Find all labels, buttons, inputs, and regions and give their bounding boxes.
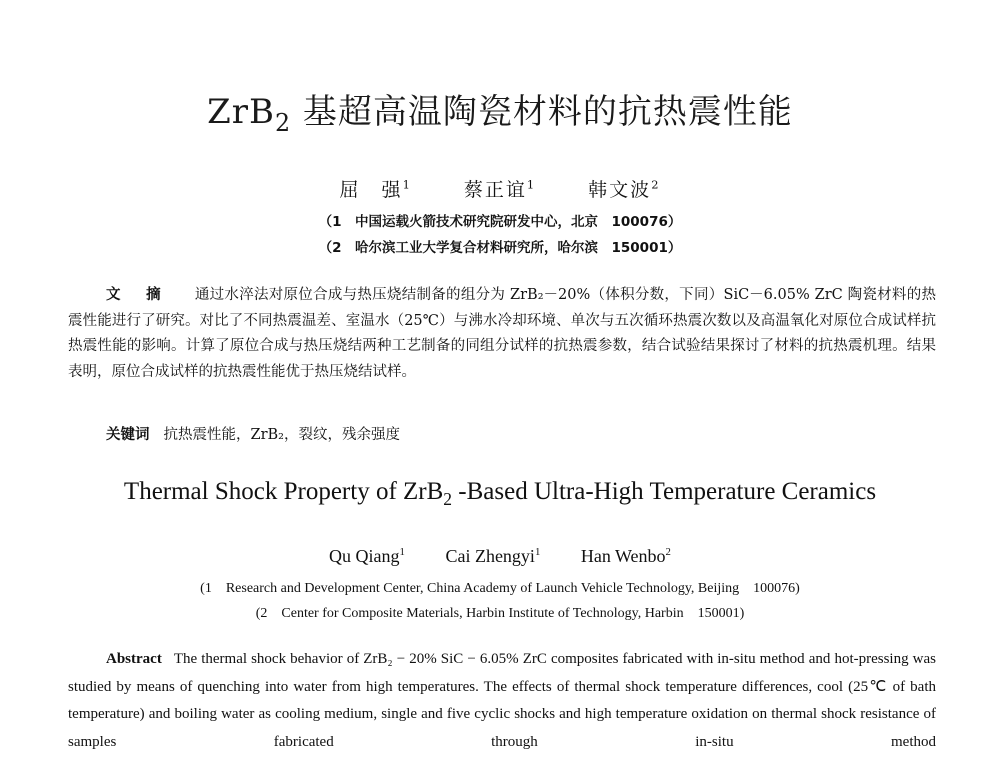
abstract-cn-label: 文 摘 xyxy=(106,287,171,303)
affiliation-en: (2 Center for Composite Materials, Harbin Institute of Technology, Harbin 150001) xyxy=(255,606,745,621)
abstract-cn-text: 通过水淬法对原位合成与热压烧结制备的组分为 ZrB₂－20%（体积分数，下同）SiC－6.05% ZrC 陶瓷材料的热震性能进行了研究。对比了不同热震温差、室温水（25℃）与沸水冷却环境、单次与五次循环热震次数以及高温氧化对原位合成试样抗热震性能的影响。计算了原位合成与热压烧结两种工艺制备的同组分试样的抗热震参数，结合试验结果探讨了材料的抗热震机理。结果表明，原位合成试样的抗热震性能优于热压烧结试样。 xyxy=(68,287,936,380)
abstract-en-label: Abstract xyxy=(106,651,162,667)
author-cn: 屈 强$^1$ xyxy=(339,177,412,201)
title-cn-part: 基超高温陶瓷材料的抗热震性能 xyxy=(291,92,793,132)
author-en: Cai Zhengyi$^1$ xyxy=(445,546,541,566)
title-cn-part: ZrB xyxy=(207,92,275,132)
keywords-cn-text: 抗热震性能，ZrB₂，裂纹，残余强度 xyxy=(163,427,400,443)
keywords-chinese xyxy=(106,423,400,444)
author-cn: 韩文波$^2$ xyxy=(588,177,661,201)
authors-chinese xyxy=(0,175,1000,202)
title-chinese xyxy=(0,84,1000,137)
title-cn-subscript: 2 xyxy=(274,108,292,137)
affiliation-cn: （1 中国运载火箭技术研究院研发中心，北京 100076） xyxy=(318,214,682,230)
abstract-english xyxy=(68,646,936,756)
author-en: Qu Qiang$^1$ xyxy=(329,546,405,566)
abstract-chinese xyxy=(68,283,936,385)
title-english: Thermal Shock Property of ZrB$_2$ -Based Ultra-High Temperature Ceramics xyxy=(123,478,877,509)
abstract-en-text: The thermal shock behavior of ZrB₂ − 20% SiC − 6.05% ZrC composites fabricated with in-situ method and hot-pressing was studied by means of quenching into water from high temperatures. The effects of thermal shock temperature differences, cool (25℃ of bath temperature) and boiling water as cooling medium, single and five cyclic shocks and high temperature oxidation on thermal shock resistance of samples fabricated through in-situ method xyxy=(68,651,936,750)
affiliation-en: (1 Research and Development Center, China Academy of Launch Vehicle Technology, Beijing 100076) xyxy=(200,581,800,596)
authors-english xyxy=(0,546,1000,567)
keywords-cn-label: 关键词 xyxy=(106,427,150,443)
affiliation-cn: （2 哈尔滨工业大学复合材料研究所，哈尔滨 150001） xyxy=(318,240,682,256)
author-en: Han Wenbo$^2$ xyxy=(580,546,671,566)
author-cn: 蔡正谊$^1$ xyxy=(463,177,537,201)
